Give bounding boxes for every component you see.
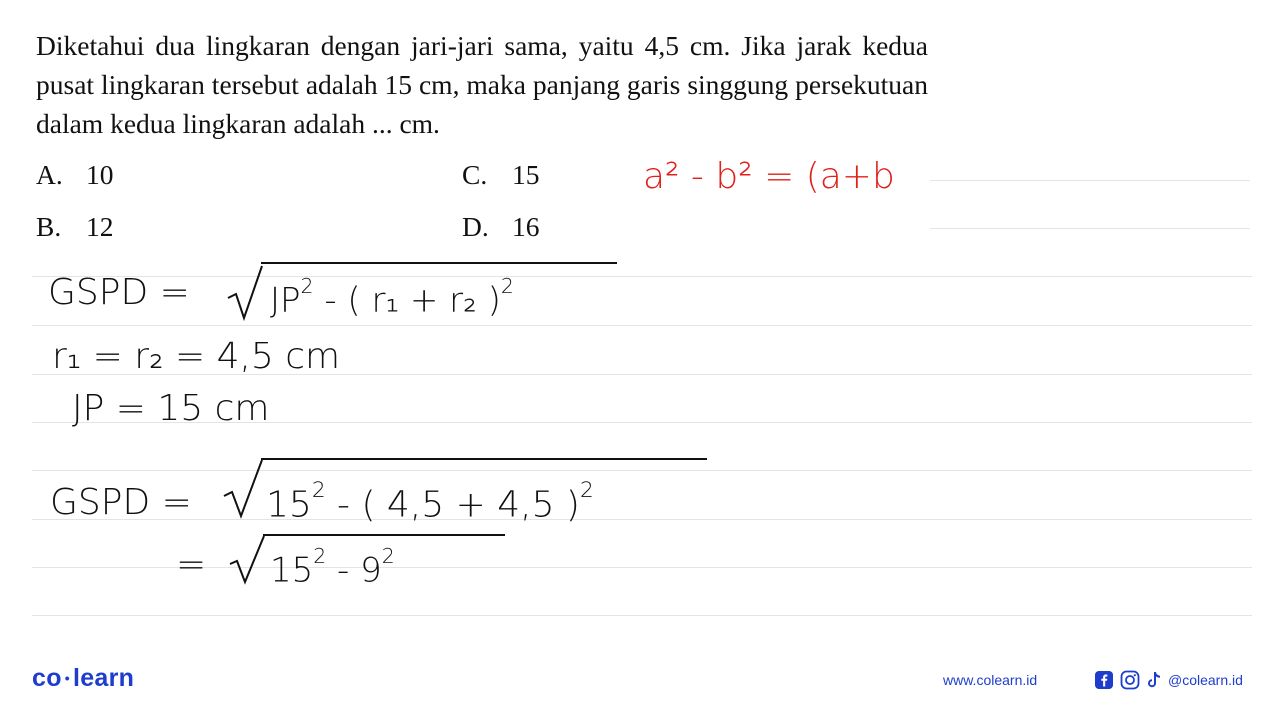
instagram-icon[interactable] [1120,670,1140,690]
option-value: 10 [86,159,114,190]
sqrt-symbol [222,456,266,520]
substitution-lhs: GSPD = [50,482,192,523]
ruled-line [930,180,1250,181]
ruled-line [32,470,1252,471]
ruled-line [930,228,1250,229]
tiktok-icon[interactable] [1144,670,1164,690]
social-handle[interactable]: @colearn.id [1168,672,1243,688]
ruled-line [32,276,1252,277]
sqrt-vinculum [261,458,707,460]
exponent: 2 [500,274,514,298]
option-value: 16 [512,211,540,242]
ruled-line [32,519,1252,520]
facebook-icon[interactable] [1094,670,1114,690]
colearn-logo[interactable] [32,664,134,693]
substitution-radicand [266,478,594,525]
option-letter: B. [36,211,62,242]
term-radii-values: - ( 4,5 + 4,5 ) [325,484,580,526]
radii-equal-line: r₁ = r₂ = 4,5 cm [52,336,341,377]
ruled-line [32,325,1252,326]
option-b[interactable] [36,210,114,244]
sqrt-vinculum [263,534,505,536]
formula-lhs: GSPD = [48,272,190,313]
sqrt-symbol [226,262,266,322]
option-c[interactable] [462,158,540,192]
ruled-line [32,615,1252,616]
term-fifteen: 15 [266,484,312,526]
sqrt-vinculum [261,262,617,264]
identity-note: a² - b² = (a+b [643,156,895,197]
logo-co: co [32,664,62,692]
exponent: 2 [311,478,326,503]
option-value: 15 [512,159,540,190]
exponent: 2 [313,544,327,568]
website-link[interactable]: www.colearn.id [943,672,1038,688]
formula-radicand [270,274,514,320]
simplified-radicand [270,544,395,590]
option-value: 12 [86,211,114,242]
exponent: 2 [579,478,594,503]
option-letter: C. [462,159,488,190]
question-text: Diketahui dua lingkaran dengan jari-jari sama, yaitu 4,5 cm. Jika jarak kedua pusat lingkaran tersebut adalah 15 cm, maka panjang garis singgung persekutuan dalam kedua lingkaran adalah ... cm. [36,30,928,139]
simplified-equals: = [176,544,207,585]
exponent: 2 [381,544,395,568]
exponent: 2 [300,274,314,298]
term-jp: JP [270,280,301,321]
option-d[interactable] [462,210,540,244]
option-letter: A. [36,159,63,190]
center-distance-line: JP = 15 cm [72,388,270,429]
logo-dot: • [64,670,70,686]
sqrt-symbol [228,534,268,586]
term-radii-sum: - ( r₁ + r₂ ) [313,280,501,321]
option-letter: D. [462,211,489,242]
term-fifteen: 15 [270,550,314,591]
logo-learn: learn [72,664,135,692]
option-a[interactable] [36,158,114,192]
ruled-line [32,567,1252,568]
term-nine: - 9 [326,550,382,591]
